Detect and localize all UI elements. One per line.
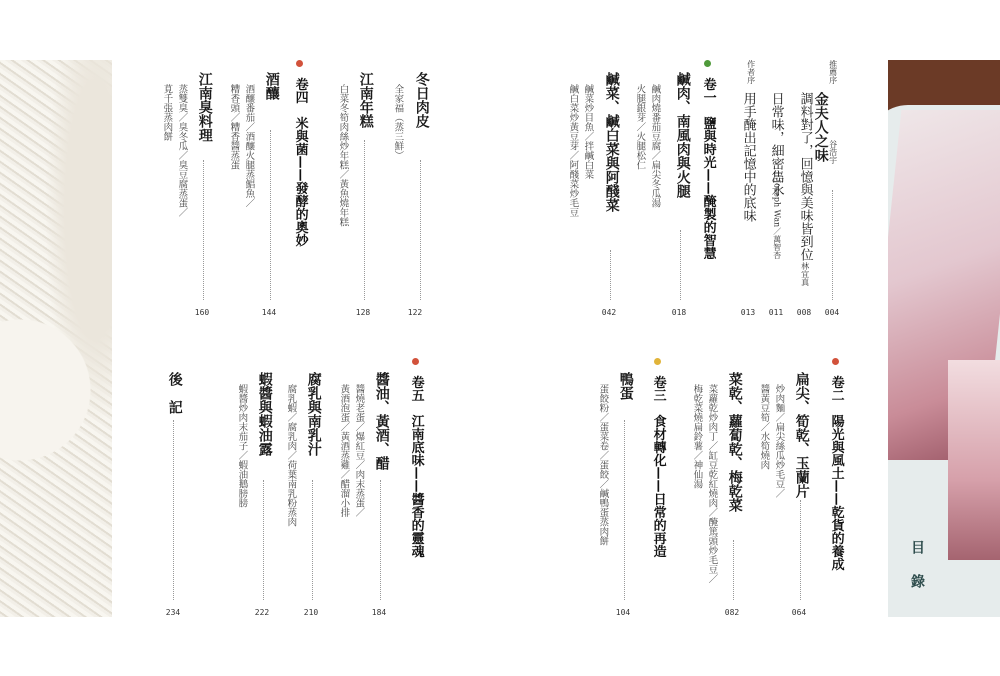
recipe-list: 莧千張蒸肉餅 [161, 84, 173, 141]
volume-dot [704, 60, 711, 67]
recipe-list: 蛋餃粉／蛋菜卷／蛋餃／鹹鴨蛋蒸肉餅 [597, 384, 609, 546]
foreword-author: 林宜真 [800, 262, 810, 286]
page-number: 128 [355, 308, 371, 317]
page-number: 104 [615, 608, 631, 617]
volume-dot [412, 358, 419, 365]
foreword-author: 谷浩宇 [828, 140, 838, 164]
section-title: 鴨蛋 [617, 372, 634, 400]
recipe-list: 酒釀番茄／酒釀火腿蒸鯧魚／ [243, 84, 255, 208]
page-number: 082 [724, 608, 740, 617]
recipe-list: 鹹肉燒番茄豆腐／扁尖冬瓜湯 [649, 84, 661, 208]
page-number: 222 [254, 608, 270, 617]
cured-ham-photo [888, 60, 1000, 617]
page-number: 210 [303, 608, 319, 617]
recipe-list: 黃酒泡蛋／黃酒蒸雞／醋溜小排 [338, 384, 350, 517]
page-number: 042 [601, 308, 617, 317]
page-number: 144 [261, 308, 277, 317]
page-number: 064 [791, 608, 807, 617]
page-number: 013 [740, 308, 756, 317]
section-title: 蝦醬與蝦油露 [256, 372, 273, 456]
recipe-list: 蒸雙臭／臭冬瓜／臭豆腐蒸蛋／ [176, 84, 188, 217]
page-number: 122 [407, 308, 423, 317]
page-number: 234 [165, 608, 181, 617]
afterword-title: 後記 [166, 372, 183, 428]
foreword-title: 調料對了，回憶與美味皆到位 [797, 92, 813, 261]
foreword-author: Joseph Wan／萬智杏 [772, 180, 782, 260]
volume-heading: 卷三 食材轉化——日常的再造 [650, 358, 666, 558]
section-title: 醬油、黃酒、醋 [373, 372, 390, 470]
page-title: 目錄 [909, 540, 925, 608]
rice-ring-photo [0, 60, 112, 617]
volume-heading: 卷五 江南底味——醬香的靈魂 [408, 358, 424, 558]
foreword-label: 推薦序 [828, 60, 838, 84]
recipe-list: 鹹白菜炒黃豆芽／阿醆菜炒毛豆 [567, 84, 579, 217]
preface-title: 用手醃出記憶中的底味 [740, 92, 756, 222]
foreword-title: 金夫人之味 [812, 92, 829, 162]
preface-label: 作者序 [746, 60, 756, 84]
section-title: 扁尖、筍乾、玉蘭片 [793, 372, 810, 498]
recipe-list: 醬黃豆筍／水筍燒肉 [758, 384, 770, 470]
page-number: 184 [371, 608, 387, 617]
recipe-list: 鹹菜炒目魚／拌鹹白菜 [582, 84, 594, 179]
section-title: 冬日肉皮 [413, 72, 430, 128]
volume-heading: 卷一 鹽與時光——醃製的智慧 [700, 60, 716, 260]
volume-dot [296, 60, 303, 67]
recipe-list: 炒肉麵／扁尖絲瓜炒毛豆／ [773, 384, 785, 498]
volume-heading: 卷二 陽光與風土——乾貨的養成 [828, 358, 844, 571]
recipe-list: 火腿銀芽／火腿松仁 [634, 84, 646, 170]
volume-dot [654, 358, 661, 365]
section-title: 菜乾、蘿蔔乾、梅乾菜 [726, 372, 743, 512]
recipe-list: 蝦醬炒肉末茄子／蝦油鵝膀膀 [236, 384, 248, 508]
page-number: 008 [796, 308, 812, 317]
recipe-list: 白菜冬筍肉絲炒年糕／黃魚燒年糕 [337, 84, 349, 227]
volume-dot [832, 358, 839, 365]
foreword-title: 日常味，細密雋永 [768, 92, 784, 196]
page-number: 011 [768, 308, 784, 317]
section-title: 鹹肉、南風肉與火腿 [674, 72, 691, 198]
recipe-list: 腐乳蝦／腐乳肉／荷葉南乳粉蒸肉 [285, 384, 297, 527]
recipe-list: 梅乾菜燒扁鈴薯／神仙湯 [691, 384, 703, 489]
section-title: 酒釀 [263, 72, 280, 100]
section-title: 鹹菜、鹹白菜與阿醆菜 [603, 72, 620, 212]
page-number: 018 [671, 308, 687, 317]
section-title: 江南臭料理 [196, 72, 213, 142]
recipe-list: 糟香頭／糟香醬蒸蛋 [228, 84, 240, 170]
volume-heading: 卷四 米與菌——發酵的奧妙 [292, 60, 308, 247]
recipe-list: 醬燒老蛋／爆紅豆／肉末蒸蛋／ [353, 384, 365, 517]
recipe-list: 全家福（蒸三鮮） [392, 84, 404, 160]
recipe-list: 菜蘿乾炒肉丁／缸豆乾紅燒肉／醃篤頭炒毛豆／ [706, 384, 718, 584]
section-title: 江南年糕 [357, 72, 374, 128]
page-number: 160 [194, 308, 210, 317]
section-title: 腐乳與南乳汁 [305, 372, 322, 456]
page-number: 004 [824, 308, 840, 317]
